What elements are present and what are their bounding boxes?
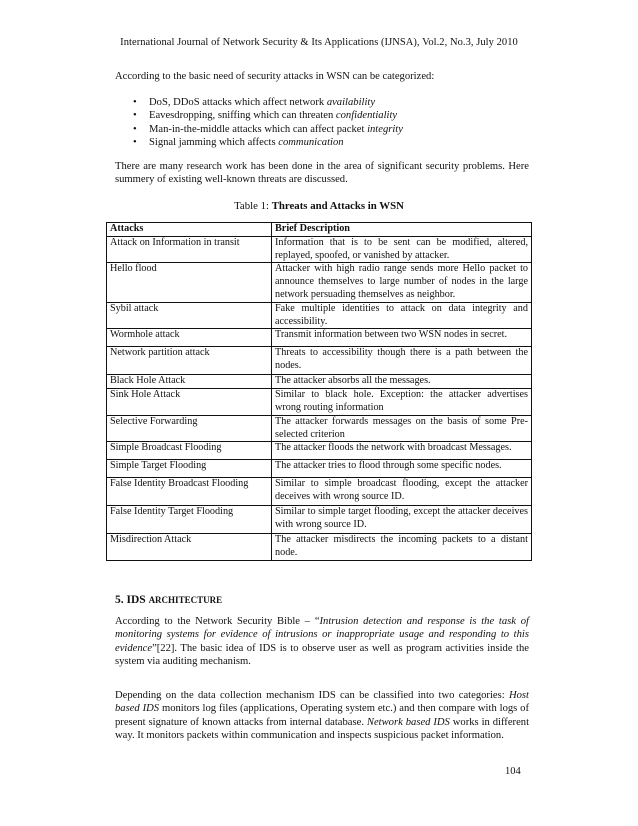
attack-name-cell: Simple Broadcast Flooding [107,442,272,460]
attack-description-cell: The attacker floods the network with broadcast Messages. [272,442,532,460]
attack-description-cell: The attacker forwards messages on the basis of some Pre-selected criterion [272,415,532,442]
page-number: 104 [505,766,521,777]
attack-description-cell: Information that is to be sent can be modified, altered, replayed, spoofed, or vanished by attacker. [272,236,532,263]
attack-name-cell: Misdirection Attack [107,534,272,561]
attack-description-cell: Fake multiple identities to attack on data integrity and accessibility. [272,302,532,329]
attack-name-cell: False Identity Broadcast Flooding [107,478,272,506]
attack-category-list [115,96,529,150]
table-row [107,375,532,389]
table-header-cell: Attacks [107,223,272,237]
attack-description-cell: The attacker tries to flood through some specific nodes. [272,460,532,478]
ids-definition-paragraph: According to the Network Security Bible – “Intrusion detection and response is the task of monitoring systems for evidence of intrusions or inappropriate usage and responding to this evidence”[22]. The basic idea of IDS is to observe user as well as program activities inside the system via auditing mechanism. [115,616,529,667]
table-row [107,347,532,375]
table-row [107,506,532,534]
table-row [107,329,532,347]
attack-name-cell: Sink Hole Attack [107,389,272,416]
table-row [107,534,532,561]
attack-description-cell: Threats to accessibility though there is a path between the nodes. [272,347,532,375]
table-row [107,263,532,302]
list-item: • Man-in-the-middle attacks which can affect packet integrity [133,123,403,135]
attack-description-cell: Transmit information between two WSN nodes in secret. [272,329,532,347]
table-row [107,389,532,416]
table-row [107,415,532,442]
list-item: • Signal jamming which affects communication [133,137,344,149]
bullet-icon: • [133,123,137,135]
table-row [107,478,532,506]
attack-name-cell: False Identity Target Flooding [107,506,272,534]
ids-categories-paragraph: Depending on the data collection mechanism IDS can be classified into two categories: Host based IDS monitors log files (applications, Operating system etc.) and then compare with logs of present signature of known attacks from internal database. Network based IDS works in different way. It monitors packets within communication and inspects suspicious packet information. [115,690,530,741]
table-caption: Table 1: Threats and Attacks in WSN [234,200,404,212]
running-header: International Journal of Network Security & Its Applications (IJNSA), Vol.2, No.3, July 2010 [120,37,518,48]
attack-name-cell: Selective Forwarding [107,415,272,442]
bullet-icon: • [133,97,137,108]
table-row [107,302,532,329]
table-row [107,236,532,263]
attack-description-cell: The attacker misdirects the incoming packets to a distant node. [272,534,532,561]
attack-name-cell: Attack on Information in transit [107,236,272,263]
table-header-row [107,223,532,237]
table-header-cell: Brief Description [272,223,532,237]
attack-description-cell: The attacker absorbs all the messages. [272,375,532,389]
bullet-icon: • [133,137,137,149]
attack-description-cell: Similar to simple target flooding, except the attacker deceives with wrong source ID. [272,506,532,534]
threats-intro-paragraph: There are many research work has been done in the area of significant security problems. Here summery of existing well-known threats are discussed. [115,161,529,186]
attack-description-cell: Attacker with high radio range sends more Hello packet to announce themselves to large number of nodes in the large network persuading themselves as neighbor. [272,263,532,302]
bullet-icon: • [133,110,137,122]
attack-name-cell: Network partition attack [107,347,272,375]
attack-name-cell: Wormhole attack [107,329,272,347]
threats-table [106,222,532,561]
attack-description-cell: Similar to simple broadcast flooding, except the attacker deceives with wrong source ID. [272,478,532,506]
section-heading: 5. IDS ARCHITECTURE [115,594,223,606]
list-item: • DoS, DDoS attacks which affect network availability [133,97,376,108]
attack-name-cell: Hello flood [107,263,272,302]
attack-name-cell: Simple Target Flooding [107,460,272,478]
list-item: • Eavesdropping, sniffing which can threaten confidentiality [133,110,398,122]
attack-description-cell: Similar to black hole. Exception: the attacker advertises wrong routing information [272,389,532,416]
intro-paragraph: According to the basic need of security attacks in WSN can be categorized: [115,71,435,82]
table-row [107,460,532,478]
attack-name-cell: Black Hole Attack [107,375,272,389]
table-row [107,442,532,460]
attack-name-cell: Sybil attack [107,302,272,329]
